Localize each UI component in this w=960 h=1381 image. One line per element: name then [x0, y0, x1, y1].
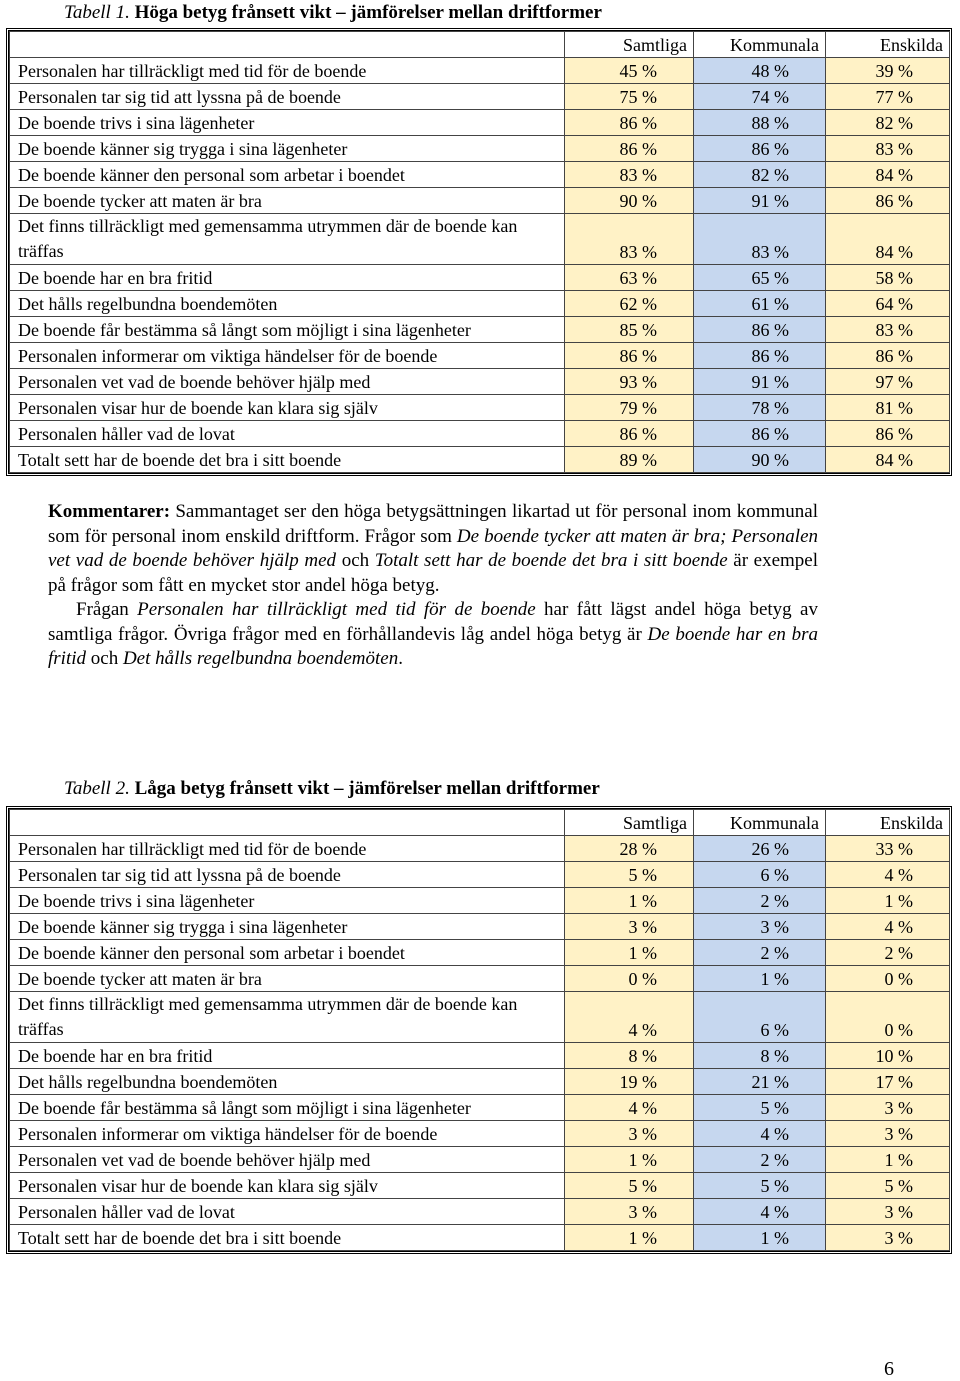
value-cell-samtliga: 89 %: [565, 447, 694, 473]
comment-text: Frågan: [76, 599, 138, 620]
value-cell-kommunala: 2 %: [694, 888, 826, 914]
row-label: Det finns tillräckligt med gemensamma utrymmen där de boende kan träffas: [10, 214, 565, 265]
comment-section: [48, 500, 818, 672]
value-cell-kommunala: 91 %: [694, 188, 826, 214]
value-cell-kommunala: 61 %: [694, 291, 826, 317]
value-cell-kommunala: 4 %: [694, 1199, 826, 1225]
value-cell-enskilda: 10 %: [826, 1043, 950, 1069]
table1-body: [10, 58, 950, 473]
value-cell-samtliga: 1 %: [565, 940, 694, 966]
row-label: Det hålls regelbundna boendemöten: [10, 1069, 565, 1095]
value-cell-kommunala: 5 %: [694, 1095, 826, 1121]
value-cell-kommunala: 83 %: [694, 214, 826, 265]
table-row: [10, 343, 950, 369]
value-cell-kommunala: 48 %: [694, 58, 826, 84]
table-row: [10, 1069, 950, 1095]
table2-caption: [64, 778, 600, 800]
value-cell-samtliga: 1 %: [565, 888, 694, 914]
row-label: De boende trivs i sina lägenheter: [10, 110, 565, 136]
value-cell-enskilda: 17 %: [826, 1069, 950, 1095]
row-label: Personalen vet vad de boende behöver hjälp med: [10, 369, 565, 395]
comment-paragraph-2: [48, 598, 818, 672]
comment-question-ref: De boende tycker att maten är bra; Personalen vet vad de boende behöver hjälp med: [48, 525, 819, 571]
value-cell-enskilda: 0 %: [826, 992, 950, 1043]
comment-question-ref: Totalt sett har de boende det bra i sitt boende: [374, 550, 728, 571]
value-cell-kommunala: 1 %: [694, 1225, 826, 1251]
value-cell-samtliga: 3 %: [565, 1121, 694, 1147]
value-cell-enskilda: 3 %: [826, 1121, 950, 1147]
value-cell-kommunala: 78 %: [694, 395, 826, 421]
row-label: De boende har en bra fritid: [10, 1043, 565, 1069]
row-label: Personalen informerar om viktiga händelser för de boende: [10, 1121, 565, 1147]
value-cell-samtliga: 3 %: [565, 914, 694, 940]
value-cell-enskilda: 97 %: [826, 369, 950, 395]
table-row: [10, 58, 950, 84]
header-enskilda: Enskilda: [826, 810, 950, 836]
value-cell-kommunala: 91 %: [694, 369, 826, 395]
value-cell-enskilda: 83 %: [826, 317, 950, 343]
table-row: [10, 395, 950, 421]
row-label: De boende tycker att maten är bra: [10, 966, 565, 992]
table-row: [10, 317, 950, 343]
value-cell-samtliga: 85 %: [565, 317, 694, 343]
table-row: [10, 369, 950, 395]
value-cell-samtliga: 86 %: [565, 343, 694, 369]
comment-text: och: [86, 648, 123, 669]
value-cell-kommunala: 86 %: [694, 136, 826, 162]
header-kommunala: Kommunala: [694, 32, 826, 58]
value-cell-kommunala: 8 %: [694, 1043, 826, 1069]
value-cell-enskilda: 86 %: [826, 421, 950, 447]
table-row: [10, 110, 950, 136]
value-cell-samtliga: 5 %: [565, 1173, 694, 1199]
table-row: [10, 421, 950, 447]
comment-text: och: [336, 550, 375, 571]
value-cell-enskilda: 84 %: [826, 214, 950, 265]
value-cell-samtliga: 75 %: [565, 84, 694, 110]
table-row: [10, 1225, 950, 1251]
value-cell-enskilda: 64 %: [826, 291, 950, 317]
value-cell-samtliga: 83 %: [565, 214, 694, 265]
table-row: [10, 188, 950, 214]
comment-label: Kommentarer:: [48, 501, 171, 522]
value-cell-kommunala: 2 %: [694, 940, 826, 966]
value-cell-enskilda: 1 %: [826, 1147, 950, 1173]
value-cell-kommunala: 6 %: [694, 862, 826, 888]
value-cell-samtliga: 45 %: [565, 58, 694, 84]
comment-question-ref: Det hålls regelbundna boendemöten: [122, 648, 399, 669]
value-cell-kommunala: 86 %: [694, 421, 826, 447]
row-label: De boende känner den personal som arbetar i boendet: [10, 162, 565, 188]
value-cell-enskilda: 81 %: [826, 395, 950, 421]
table-row: [10, 1147, 950, 1173]
row-label: Personalen håller vad de lovat: [10, 421, 565, 447]
table-row: [10, 265, 950, 291]
value-cell-samtliga: 4 %: [565, 1095, 694, 1121]
table-row: [10, 836, 950, 862]
row-label: De boende har en bra fritid: [10, 265, 565, 291]
value-cell-kommunala: 21 %: [694, 1069, 826, 1095]
value-cell-kommunala: 3 %: [694, 914, 826, 940]
value-cell-samtliga: 79 %: [565, 395, 694, 421]
value-cell-kommunala: 65 %: [694, 265, 826, 291]
value-cell-kommunala: 4 %: [694, 1121, 826, 1147]
value-cell-kommunala: 2 %: [694, 1147, 826, 1173]
table-row: [10, 862, 950, 888]
table-row: [10, 1121, 950, 1147]
value-cell-samtliga: 0 %: [565, 966, 694, 992]
value-cell-kommunala: 90 %: [694, 447, 826, 473]
value-cell-samtliga: 63 %: [565, 265, 694, 291]
table-row: [10, 940, 950, 966]
value-cell-kommunala: 86 %: [694, 343, 826, 369]
table1-caption-text: Höga betyg frånsett vikt – jämförelser mellan driftformer: [134, 2, 602, 23]
header-samtliga: Samtliga: [565, 32, 694, 58]
value-cell-kommunala: 74 %: [694, 84, 826, 110]
table1: [6, 28, 952, 476]
value-cell-enskilda: 86 %: [826, 343, 950, 369]
value-cell-kommunala: 26 %: [694, 836, 826, 862]
row-label: Det hålls regelbundna boendemöten: [10, 291, 565, 317]
value-cell-samtliga: 86 %: [565, 421, 694, 447]
value-cell-samtliga: 4 %: [565, 992, 694, 1043]
row-label: Personalen har tillräckligt med tid för de boende: [10, 836, 565, 862]
value-cell-enskilda: 3 %: [826, 1225, 950, 1251]
row-label: Personalen vet vad de boende behöver hjälp med: [10, 1147, 565, 1173]
table-row: [10, 291, 950, 317]
value-cell-samtliga: 28 %: [565, 836, 694, 862]
table1-grid: [9, 31, 950, 473]
comment-text: .: [398, 648, 403, 669]
table2: [6, 806, 952, 1254]
value-cell-enskilda: 4 %: [826, 914, 950, 940]
value-cell-kommunala: 1 %: [694, 966, 826, 992]
value-cell-enskilda: 33 %: [826, 836, 950, 862]
value-cell-enskilda: 39 %: [826, 58, 950, 84]
row-label: De boende känner sig trygga i sina lägenheter: [10, 136, 565, 162]
value-cell-enskilda: 4 %: [826, 862, 950, 888]
comment-question-ref: Personalen har tillräckligt med tid för de boende: [137, 599, 536, 620]
table-row: [10, 966, 950, 992]
table-row: [10, 1173, 950, 1199]
table-header-row: [10, 32, 950, 58]
table2-caption-text: Låga betyg frånsett vikt – jämförelser mellan driftformer: [134, 778, 600, 799]
row-label: Totalt sett har de boende det bra i sitt boende: [10, 1225, 565, 1251]
value-cell-kommunala: 88 %: [694, 110, 826, 136]
value-cell-enskilda: 0 %: [826, 966, 950, 992]
row-label: Totalt sett har de boende det bra i sitt boende: [10, 447, 565, 473]
row-label: Personalen håller vad de lovat: [10, 1199, 565, 1225]
header-blank: [10, 32, 565, 58]
value-cell-enskilda: 3 %: [826, 1199, 950, 1225]
value-cell-enskilda: 5 %: [826, 1173, 950, 1199]
value-cell-enskilda: 83 %: [826, 136, 950, 162]
header-blank: [10, 810, 565, 836]
table-header-row: [10, 810, 950, 836]
value-cell-samtliga: 1 %: [565, 1225, 694, 1251]
table-row: [10, 992, 950, 1043]
row-label: Personalen visar hur de boende kan klara sig själv: [10, 1173, 565, 1199]
table-row: [10, 214, 950, 265]
value-cell-enskilda: 82 %: [826, 110, 950, 136]
value-cell-kommunala: 6 %: [694, 992, 826, 1043]
value-cell-enskilda: 1 %: [826, 888, 950, 914]
row-label: De boende känner sig trygga i sina lägenheter: [10, 914, 565, 940]
row-label: Personalen informerar om viktiga händelser för de boende: [10, 343, 565, 369]
row-label: De boende tycker att maten är bra: [10, 188, 565, 214]
header-enskilda: Enskilda: [826, 32, 950, 58]
row-label: Personalen har tillräckligt med tid för de boende: [10, 58, 565, 84]
comment-text: har fått lägst andel höga betyg av samtliga frågor. Övriga frågor med en förhållandevis låg andel höga betyg är: [48, 599, 818, 645]
value-cell-enskilda: 84 %: [826, 162, 950, 188]
value-cell-samtliga: 83 %: [565, 162, 694, 188]
table-row: [10, 1095, 950, 1121]
table-row: [10, 447, 950, 473]
comment-text: Sammantaget ser den höga betygsättningen likartad ut för personal inom kommunal som för personal inom enskild driftform. Frågor som: [48, 501, 818, 547]
row-label: De boende känner den personal som arbetar i boendet: [10, 940, 565, 966]
value-cell-kommunala: 86 %: [694, 317, 826, 343]
value-cell-samtliga: 86 %: [565, 110, 694, 136]
row-label: Personalen visar hur de boende kan klara sig själv: [10, 395, 565, 421]
table-row: [10, 1043, 950, 1069]
value-cell-kommunala: 82 %: [694, 162, 826, 188]
comment-question-ref: De boende har en bra fritid: [48, 623, 818, 669]
table-row: [10, 136, 950, 162]
value-cell-enskilda: 77 %: [826, 84, 950, 110]
table2-body: [10, 836, 950, 1251]
value-cell-enskilda: 3 %: [826, 1095, 950, 1121]
value-cell-kommunala: 5 %: [694, 1173, 826, 1199]
comment-text: är exempel på frågor som fått en mycket stor andel höga betyg.: [48, 550, 819, 596]
value-cell-samtliga: 62 %: [565, 291, 694, 317]
value-cell-samtliga: 1 %: [565, 1147, 694, 1173]
row-label: De boende får bestämma så långt som möjligt i sina lägenheter: [10, 1095, 565, 1121]
value-cell-enskilda: 2 %: [826, 940, 950, 966]
value-cell-enskilda: 58 %: [826, 265, 950, 291]
value-cell-samtliga: 90 %: [565, 188, 694, 214]
table2-caption-label: Tabell 2.: [64, 778, 130, 799]
value-cell-samtliga: 3 %: [565, 1199, 694, 1225]
value-cell-samtliga: 8 %: [565, 1043, 694, 1069]
page-number: 6: [884, 1358, 894, 1380]
value-cell-samtliga: 86 %: [565, 136, 694, 162]
table-row: [10, 914, 950, 940]
table2-grid: [9, 809, 950, 1251]
row-label: Personalen tar sig tid att lyssna på de boende: [10, 862, 565, 888]
value-cell-samtliga: 5 %: [565, 862, 694, 888]
row-label: Personalen tar sig tid att lyssna på de boende: [10, 84, 565, 110]
value-cell-enskilda: 86 %: [826, 188, 950, 214]
header-kommunala: Kommunala: [694, 810, 826, 836]
table-row: [10, 84, 950, 110]
table1-caption: [64, 2, 602, 24]
value-cell-enskilda: 84 %: [826, 447, 950, 473]
value-cell-samtliga: 93 %: [565, 369, 694, 395]
row-label: De boende trivs i sina lägenheter: [10, 888, 565, 914]
value-cell-samtliga: 19 %: [565, 1069, 694, 1095]
table-row: [10, 888, 950, 914]
table-row: [10, 1199, 950, 1225]
row-label: De boende får bestämma så långt som möjligt i sina lägenheter: [10, 317, 565, 343]
table1-caption-label: Tabell 1.: [64, 2, 130, 23]
header-samtliga: Samtliga: [565, 810, 694, 836]
comment-paragraph-1: [48, 500, 818, 598]
row-label: Det finns tillräckligt med gemensamma utrymmen där de boende kan träffas: [10, 992, 565, 1043]
table-row: [10, 162, 950, 188]
